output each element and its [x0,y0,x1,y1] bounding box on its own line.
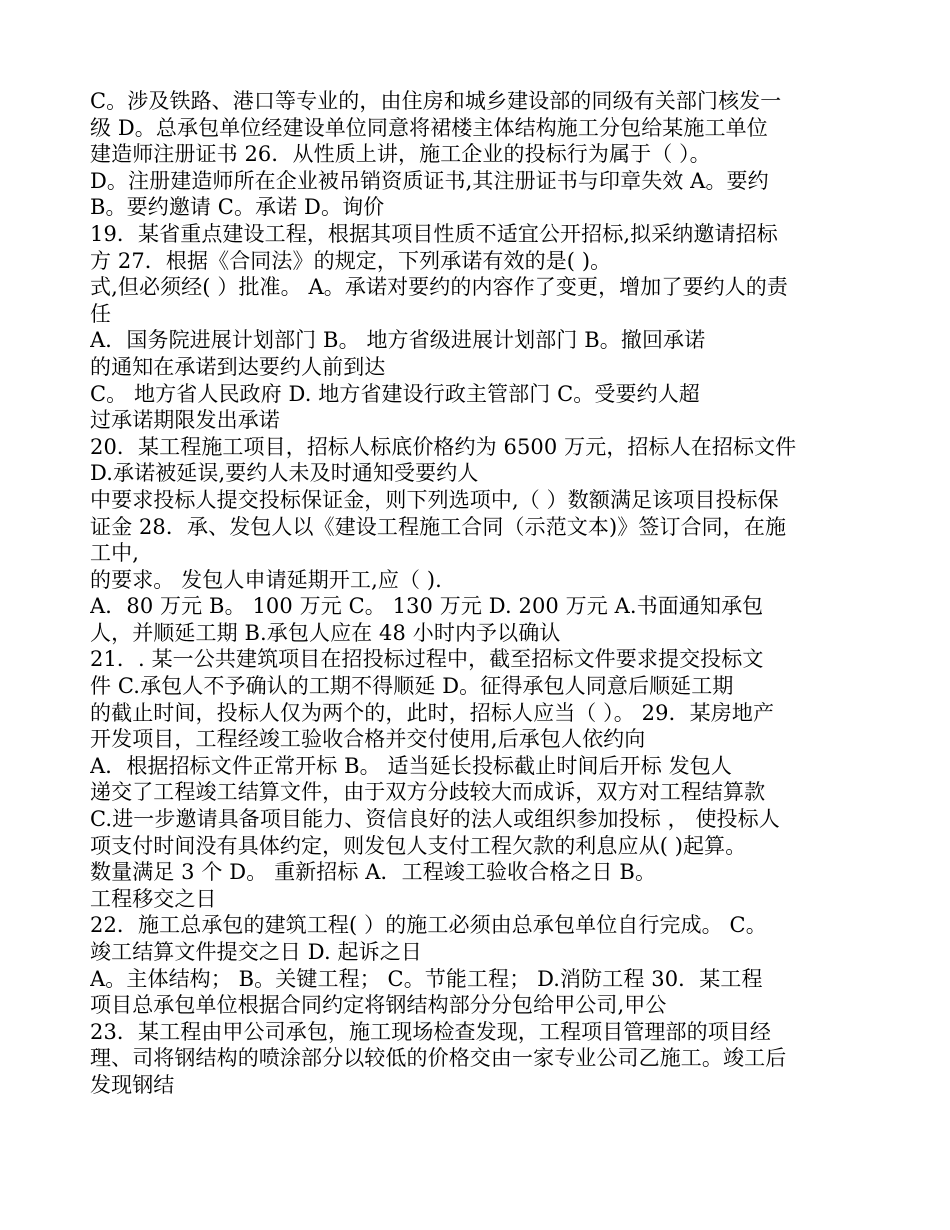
text-line: 发现钢结 [90,1072,175,1097]
text-line: C。 地方省人民政府 D. 地方省建设行政主管部门 C。受要约人超 [90,381,700,406]
text-line: 方 27．根据《合同法》的规定，下列承诺有效的是( )。 [90,248,612,273]
text-line: 项支付时间没有具体约定，则发包人支付工程欠款的利息应从( )起算。 [90,833,747,858]
text-line: 式,但必须经( ）批准。 A。承诺对要约的内容作了变更，增加了要约人的责 [90,275,788,300]
text-line: 建造师注册证书 26．从性质上讲，施工企业的投标行为属于（ ）。 [90,142,711,167]
text-line: A．根据招标文件正常开标 B。 适当延长投标截止时间后开标 发包人 [90,753,732,778]
text-line: A．80 万元 B。 100 万元 C。 130 万元 D. 200 万元 A.书面通知承包 [90,594,764,619]
text-line: A．国务院进展计划部门 B。 地方省级进展计划部门 B。撤回承诺 [90,328,706,353]
text-line: 的要求。 发包人申请延期开工,应（ ). [90,567,442,592]
text-line: 20．某工程施工项目，招标人标底价格约为 6500 万元，招标人在招标文件 [90,434,797,459]
text-line: 项目总承包单位根据合同约定将钢结构部分分包给甲公司,甲公 [90,993,667,1018]
text-line: 人，并顺延工期 B.承包人应在 48 小时内予以确认 [90,620,561,645]
text-line: B。要约邀请 C。承诺 D。询价 [90,195,385,220]
text-line: C。涉及铁路、港口等专业的，由住房和城乡建设部的同级有关部门核发一 [90,89,782,113]
text-line: 中要求投标人提交投标保证金，则下列选项中,（ ）数额满足该项目投标保 [90,487,779,512]
text-line: C.进一步邀请具备项目能力、资信良好的法人或组织参加投标 ， 使投标人 [90,807,780,832]
text-line: 开发项目，工程经竣工验收合格并交付使用,后承包人依约向 [90,727,646,752]
text-line: 22．施工总承包的建筑工程( ）的施工必须由总承包单位自行完成。 C。 [90,913,767,938]
text-line: D.承诺被延误,要约人未及时通知受要约人 [90,461,479,486]
text-line: 竣工结算文件提交之日 D. 起诉之日 [90,940,422,964]
text-line: 19．某省重点建设工程，根据其项目性质不适宜公开招标,拟采纳邀请招标 [90,221,778,246]
text-line: 递交了工程竣工结算文件，由于双方分歧较大而成诉，双方对工程结算款 [90,780,766,805]
text-line: 证金 28．承、发包人以《建设工程施工合同（示范文本)》签订合同，在施 [90,514,787,539]
text-line: 过承诺期限发出承诺 [90,408,280,433]
text-line: 的通知在承诺到达要约人前到达 [90,354,386,379]
text-line: 件 C.承包人不予确认的工期不得顺延 D。征得承包人同意后顺延工期 [90,674,734,699]
text-line: 的截止时间，投标人仅为两个的，此时，招标人应当（ ）。 29．某房地产 [90,700,775,725]
text-line: D。注册建造师所在企业被吊销资质证书,其注册证书与印章失效 A。要约 [90,168,769,193]
document-body [90,88,865,1099]
text-line: 理、司将钢结构的喷涂部分以较低的价格交由一家专业公司乙施工。竣工后 [90,1046,787,1071]
text-line: 任 [90,301,112,326]
text-line: 工中, [90,541,139,566]
text-line: A。主体结构； B。关键工程； C。节能工程； D.消防工程 30．某工程 [90,966,763,991]
text-line: 21．. 某一公共建筑项目在招投标过程中，截至招标文件要求提交投标文 [90,647,764,672]
text-line: 数量满足 3 个 D。 重新招标 A．工程竣工验收合格之日 B。 [90,860,657,885]
text-line: 工程移交之日 [90,886,217,911]
text-line: 23．某工程由甲公司承包，施工现场检查发现，工程项目管理部的项目经 [90,1019,772,1044]
text-line: 级 D。总承包单位经建设单位同意将裙楼主体结构施工分包给某施工单位 [90,115,768,140]
